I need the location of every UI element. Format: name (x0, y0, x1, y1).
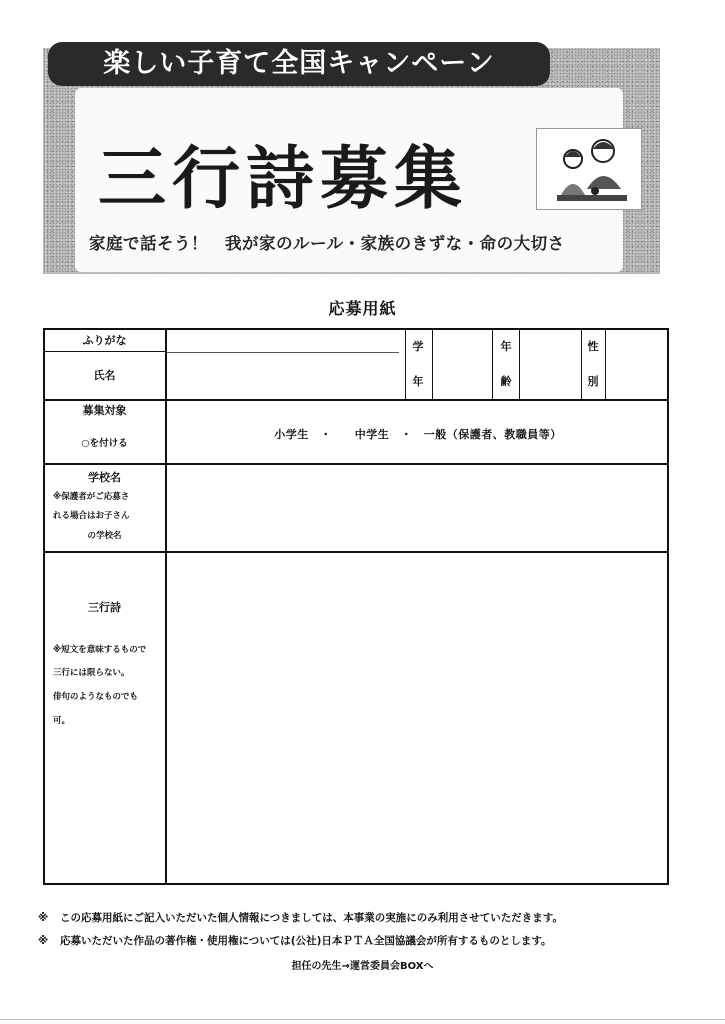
copyright-note (38, 934, 552, 948)
age-input[interactable] (521, 331, 580, 398)
furigana-dotted-divider (167, 352, 399, 353)
grade-cell-left (405, 329, 406, 399)
poem-input[interactable] (168, 554, 667, 883)
submission-instructions: 担任の先生→運営委員会BOXへ (291, 961, 434, 972)
gender-label-bottom: 別 (587, 375, 599, 388)
name-label: 氏名 (93, 369, 116, 382)
school-note-line-2: れる場合はお子さん (53, 511, 130, 521)
grade-cell-right (432, 329, 433, 399)
age-label-top: 年 (500, 340, 512, 353)
note-mark: ※ (38, 935, 49, 947)
form-title: 応募用紙 (328, 299, 397, 318)
privacy-note (38, 911, 563, 925)
age-cell-right (519, 329, 520, 399)
copyright-note-text: 応募いただいた作品の著作権・使用権については(公社)日本ＰＴＡ全国協議会が所有するものとします。 (60, 935, 552, 947)
target-options[interactable]: 小学生 ・ 中学生 ・ 一般（保護者、教職員等） (274, 428, 562, 441)
target-label: 募集対象 (82, 404, 127, 417)
school-note-line-1: ※保護者がご応募さ (53, 492, 130, 502)
banner-title: 三行詩募集 (98, 140, 469, 219)
campaign-name: 楽しい子育て全国キャンペーン (103, 48, 495, 79)
school-note-line-3: の学校名 (87, 531, 122, 541)
family-photo-icon (536, 128, 642, 210)
grade-label-bottom: 年 (412, 375, 424, 388)
poem-note-line-4: 可。 (53, 716, 71, 726)
banner-subtitle: 家庭で話そう！ 我が家のルール・家族のきずな・命の大切さ (89, 234, 565, 253)
poem-label: 三行詩 (88, 601, 121, 614)
gender-cell-right (605, 329, 606, 399)
furigana-label: ふりがな (82, 334, 127, 347)
age-cell-left (492, 329, 493, 399)
name-input[interactable] (168, 354, 404, 398)
label-column-divider (165, 329, 167, 884)
campaign-name-pill (48, 42, 550, 86)
grade-input[interactable] (434, 331, 491, 398)
page-bottom-rule (0, 1019, 725, 1020)
school-label: 学校名 (88, 471, 121, 484)
note-mark: ※ (38, 912, 49, 924)
grade-label-top: 学 (412, 340, 424, 353)
poem-note-line-3: 俳句のようなものでも (53, 692, 139, 702)
privacy-note-text: この応募用紙にご記入いただいた個人情報につきましては、本事業の実施にのみ利用させていただきます。 (60, 912, 563, 924)
poem-note-line-2: 三行には限らない。 (53, 668, 130, 678)
school-row-bottom (44, 551, 668, 553)
gender-input[interactable] (607, 331, 667, 398)
furigana-input[interactable] (168, 331, 404, 351)
poem-note-line-1: ※短文を意味するもので (53, 645, 147, 655)
target-row-bottom (44, 463, 668, 465)
target-hint: ○を付ける (81, 438, 128, 449)
name-row-bottom (44, 399, 668, 401)
school-name-input[interactable] (168, 466, 667, 550)
furigana-divider (44, 351, 165, 352)
gender-label-top: 性 (587, 340, 599, 353)
gender-cell-left (581, 329, 582, 399)
age-label-bottom: 齢 (500, 375, 512, 388)
